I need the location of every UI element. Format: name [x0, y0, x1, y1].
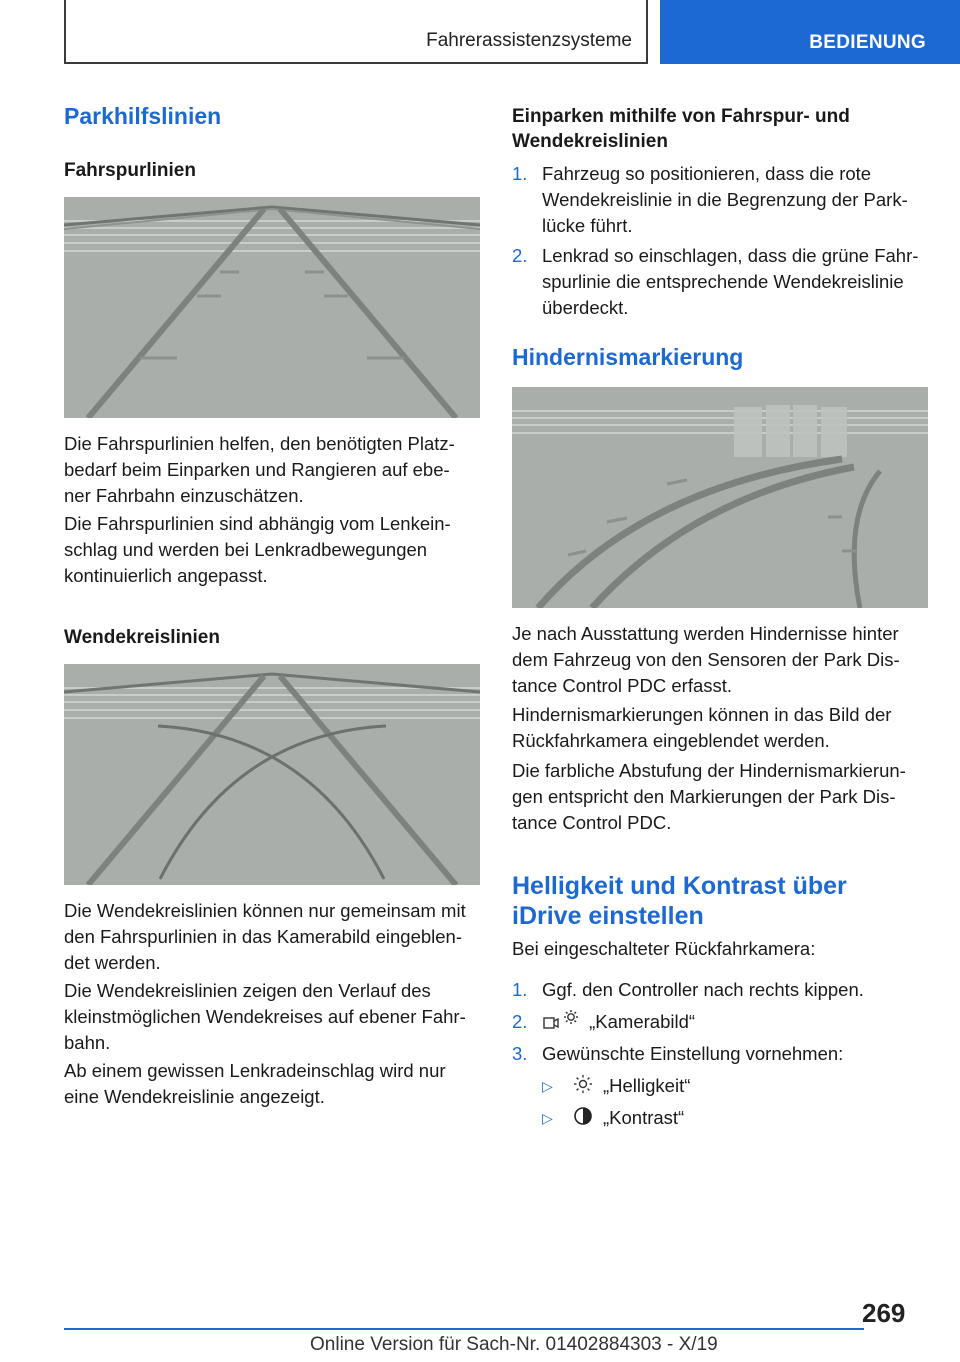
- text-line: Die Fahrspurlinien sind abhängig vom Lenkein-: [64, 513, 451, 534]
- text-line: kontinuierlich angepasst.: [64, 565, 268, 586]
- step-text: Ggf. den Controller nach rechts kippen.: [542, 979, 864, 1000]
- text-line: Wendekreislinien: [512, 131, 668, 152]
- sub-item-label: „Helligkeit“: [603, 1075, 691, 1096]
- triangle-bullet: ▷: [542, 1110, 553, 1126]
- step-label: „Kamerabild“: [589, 1011, 696, 1033]
- text-line: tance Control PDC erfasst.: [512, 675, 733, 696]
- text-line: Lenkrad so einschlagen, dass die grüne Fahr-: [542, 245, 919, 266]
- obstacle-paragraph-2: [512, 702, 891, 754]
- turning-lines-paragraph-2: [64, 978, 466, 1056]
- text-line: Die Wendekreislinien zeigen den Verlauf des: [64, 980, 431, 1001]
- obstacle-paragraph-1: [512, 621, 900, 699]
- text-line: eine Wendekreislinie angezeigt.: [64, 1086, 325, 1107]
- heading-hindernismarkierung: Hindernismarkierung: [512, 344, 744, 370]
- header-section-title: Fahrerassistenzsysteme: [426, 30, 632, 51]
- list-item: [512, 977, 928, 1003]
- header-section-box: [64, 0, 648, 64]
- text-line: tance Control PDC.: [512, 812, 672, 833]
- text-line: spurlinie die entsprechende Wendekreislinie: [542, 271, 904, 292]
- obstacle-marking-illustration: [512, 387, 928, 608]
- lane-lines-paragraph-2: [64, 511, 451, 589]
- text-line: Rückfahrkamera eingeblendet werden.: [512, 730, 830, 751]
- lane-lines-paragraph-1: [64, 431, 455, 509]
- triangle-bullet: ▷: [542, 1078, 553, 1094]
- text-line: den Fahrspurlinien in das Kamerabild eingeblen-: [64, 926, 462, 947]
- turning-circle-lines-illustration: [64, 664, 480, 885]
- text-line: Die Fahrspurlinien helfen, den benötigten Platz-: [64, 433, 455, 454]
- obstacle-paragraph-3: [512, 758, 906, 836]
- turning-lines-paragraph-1: [64, 898, 466, 976]
- text-line: bedarf beim Einparken und Rangieren auf ebe-: [64, 459, 450, 480]
- subheading-einparken: [512, 104, 850, 154]
- step-text: [542, 243, 932, 321]
- heading-helligkeit-kontrast: [512, 871, 847, 931]
- text-line: iDrive einstellen: [512, 902, 704, 930]
- header-chapter-tab: [660, 0, 960, 64]
- step-number: 2.: [512, 1011, 528, 1032]
- text-line: Die Wendekreislinien können nur gemeinsam mit: [64, 900, 466, 921]
- text-line: gen entspricht den Markierungen der Park Dis-: [512, 786, 896, 807]
- step-number: 3.: [512, 1043, 528, 1064]
- camera-settings-icon: [542, 1009, 580, 1038]
- text-line: schlag und werden bei Lenkradbewegungen: [64, 539, 428, 560]
- list-item: [512, 1041, 928, 1067]
- step-text: Gewünschte Einstellung vornehmen:: [542, 1043, 844, 1064]
- text-line: dem Fahrzeug von den Sensoren der Park Dis-: [512, 649, 900, 670]
- step-number: 1.: [512, 979, 528, 1000]
- text-line: kleinstmöglichen Wendekreises auf ebener Fahr-: [64, 1006, 466, 1027]
- step-number: 1.: [512, 163, 528, 184]
- step-text: [542, 161, 932, 239]
- brightness-icon: [572, 1073, 594, 1102]
- list-item: [512, 1009, 928, 1035]
- subheading-wendekreislinien: Wendekreislinien: [64, 627, 220, 648]
- text-line: Die farbliche Abstufung der Hindernismarkierun-: [512, 760, 906, 781]
- text-line: lücke führt.: [542, 215, 633, 236]
- sub-list-item: [512, 1073, 928, 1099]
- text-line: det werden.: [64, 952, 161, 973]
- intro-paragraph: Bei eingeschalteter Rückfahrkamera:: [512, 938, 816, 959]
- subheading-fahrspurlinien: Fahrspurlinien: [64, 160, 196, 181]
- text-line: Ab einem gewissen Lenkradeinschlag wird nur: [64, 1060, 446, 1081]
- text-line: bahn.: [64, 1032, 111, 1053]
- list-item: [512, 243, 928, 323]
- text-line: Je nach Ausstattung werden Hindernisse hinter: [512, 623, 899, 644]
- text-line: ner Fahrbahn einzuschätzen.: [64, 485, 304, 506]
- text-line: Einparken mithilfe von Fahrspur- und: [512, 106, 850, 127]
- step-text: [542, 1009, 932, 1038]
- text-line: Hindernismarkierungen können in das Bild der: [512, 704, 892, 725]
- heading-parkhilfslinien: Parkhilfslinien: [64, 103, 222, 129]
- contrast-icon: [572, 1105, 594, 1134]
- sub-item-label: „Kontrast“: [603, 1107, 685, 1128]
- text-line: Wendekreislinie in die Begrenzung der Park-: [542, 189, 908, 210]
- footer-divider: [64, 1328, 864, 1330]
- header-chapter-label: BEDIENUNG: [809, 32, 926, 53]
- text-line: Fahrzeug so positionieren, dass die rote: [542, 163, 872, 184]
- text-line: Helligkeit und Kontrast über: [512, 872, 847, 900]
- step-number: 2.: [512, 245, 528, 266]
- page-number: 269: [862, 1298, 906, 1328]
- list-item: [512, 161, 928, 241]
- sub-list-item: [512, 1105, 928, 1131]
- footer-online-version: Online Version für Sach-Nr. 01402884303 - X/19: [310, 1334, 718, 1355]
- text-line: überdeckt.: [542, 297, 629, 318]
- lane-lines-illustration: [64, 197, 480, 418]
- turning-lines-paragraph-3: [64, 1058, 446, 1110]
